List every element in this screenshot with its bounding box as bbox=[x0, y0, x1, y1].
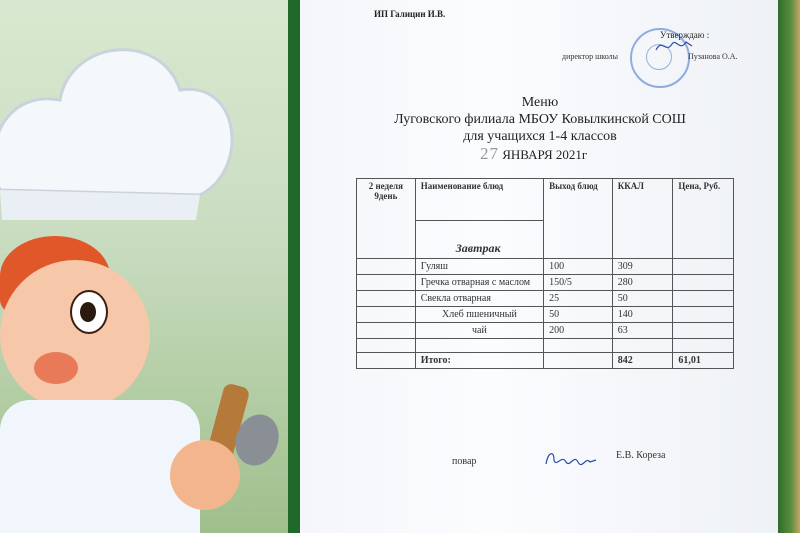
row-week-cell bbox=[357, 291, 416, 307]
chef-poster bbox=[0, 0, 300, 533]
title-grades: для учащихся 1-4 классов bbox=[463, 129, 617, 144]
date-day: 27 bbox=[480, 144, 499, 163]
table-row bbox=[357, 291, 734, 307]
row-price bbox=[673, 259, 734, 275]
menu-date bbox=[480, 144, 587, 164]
row-dish: Гречка отварная с маслом bbox=[415, 275, 543, 291]
total-week-cell bbox=[357, 353, 416, 369]
cook-name: Е.В. Кореза bbox=[616, 450, 666, 461]
row-dish: чай bbox=[415, 323, 543, 339]
director-label: директор школы bbox=[562, 52, 618, 61]
title-school: Луговского филиала МБОУ Ковылкинской СОШ bbox=[394, 112, 686, 127]
chef-face bbox=[0, 260, 150, 410]
row-output: 25 bbox=[544, 291, 613, 307]
chef-cheek bbox=[34, 352, 78, 384]
row-week-cell bbox=[357, 323, 416, 339]
menu-title bbox=[360, 94, 720, 145]
vendor-name: ИП Галицин И.В. bbox=[374, 9, 446, 19]
row-week-cell bbox=[357, 307, 416, 323]
table-header-row bbox=[357, 179, 734, 221]
row-kcal: 309 bbox=[612, 259, 673, 275]
table-row bbox=[357, 323, 734, 339]
row-week-cell bbox=[357, 275, 416, 291]
total-output bbox=[544, 353, 613, 369]
row-price bbox=[673, 339, 734, 353]
row-kcal bbox=[612, 339, 673, 353]
row-price bbox=[673, 275, 734, 291]
header-price: Цена, Руб. bbox=[673, 179, 734, 259]
chef-pupil bbox=[80, 302, 96, 322]
header-week: 2 неделя 9день bbox=[357, 179, 416, 259]
row-price bbox=[673, 323, 734, 339]
total-row bbox=[357, 353, 734, 369]
row-price bbox=[673, 307, 734, 323]
row-output: 150/5 bbox=[544, 275, 613, 291]
row-output: 200 bbox=[544, 323, 613, 339]
cook-signature bbox=[542, 446, 598, 472]
row-dish: Гуляш bbox=[415, 259, 543, 275]
row-kcal: 140 bbox=[612, 307, 673, 323]
chef-hand bbox=[170, 440, 240, 510]
total-price: 61,01 bbox=[673, 353, 734, 369]
row-output: 50 bbox=[544, 307, 613, 323]
row-output: 100 bbox=[544, 259, 613, 275]
table-row bbox=[357, 307, 734, 323]
approve-label: Утверждаю : bbox=[660, 30, 710, 40]
row-dish: Свекла отварная bbox=[415, 291, 543, 307]
table-row bbox=[357, 259, 734, 275]
row-output bbox=[544, 339, 613, 353]
title-menu: Меню bbox=[521, 95, 559, 110]
meal-breakfast: Завтрак bbox=[415, 221, 543, 259]
row-dish bbox=[415, 339, 543, 353]
row-kcal: 280 bbox=[612, 275, 673, 291]
row-price bbox=[673, 291, 734, 307]
row-week-cell bbox=[357, 339, 416, 353]
header-output: Выход блюд bbox=[544, 179, 613, 259]
row-week-cell bbox=[357, 259, 416, 275]
header-kcal: ККАЛ bbox=[612, 179, 673, 259]
menu-table bbox=[356, 178, 734, 369]
chef-hat bbox=[0, 20, 240, 220]
menu-sheet bbox=[300, 0, 778, 533]
total-kcal: 842 bbox=[612, 353, 673, 369]
director-name: Пузанова О.А. bbox=[688, 52, 738, 61]
table-row bbox=[357, 339, 734, 353]
table-row bbox=[357, 275, 734, 291]
header-dish-name: Наименование блюд bbox=[415, 179, 543, 221]
cook-label: повар bbox=[452, 456, 477, 467]
row-dish: Хлеб пшеничный bbox=[415, 307, 543, 323]
row-kcal: 63 bbox=[612, 323, 673, 339]
right-frame-edge bbox=[778, 0, 800, 533]
date-month-year: ЯНВАРЯ 2021г bbox=[499, 147, 588, 162]
total-label: Итого: bbox=[415, 353, 543, 369]
row-kcal: 50 bbox=[612, 291, 673, 307]
